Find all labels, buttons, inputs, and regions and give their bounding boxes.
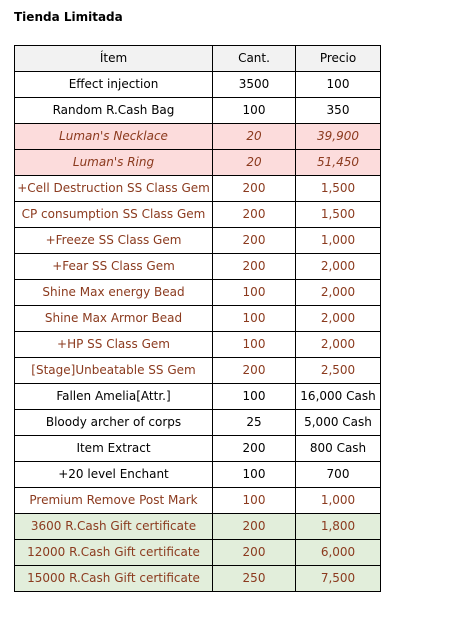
table-header	[15, 46, 381, 72]
item-cell: Item Extract	[15, 436, 213, 462]
table-body	[15, 72, 381, 592]
table-row	[15, 254, 381, 280]
header-quantity: Cant.	[213, 46, 296, 72]
item-cell: Shine Max energy Bead	[15, 280, 213, 306]
quantity-cell: 200	[213, 254, 296, 280]
table-row	[15, 566, 381, 592]
item-cell: [Stage]Unbeatable SS Gem	[15, 358, 213, 384]
table-row	[15, 436, 381, 462]
table-row	[15, 176, 381, 202]
quantity-cell: 100	[213, 280, 296, 306]
table-row	[15, 280, 381, 306]
table-row	[15, 306, 381, 332]
quantity-cell: 100	[213, 488, 296, 514]
quantity-cell: 200	[213, 228, 296, 254]
table-row	[15, 488, 381, 514]
quantity-cell: 200	[213, 358, 296, 384]
item-cell: +HP SS Class Gem	[15, 332, 213, 358]
table-row	[15, 410, 381, 436]
item-cell: +Cell Destruction SS Class Gem	[15, 176, 213, 202]
table-row	[15, 150, 381, 176]
price-cell: 5,000 Cash	[296, 410, 381, 436]
price-cell: 700	[296, 462, 381, 488]
item-cell: Luman's Necklace	[15, 124, 213, 150]
quantity-cell: 200	[213, 540, 296, 566]
price-cell: 1,500	[296, 202, 381, 228]
table-row	[15, 124, 381, 150]
table-row	[15, 540, 381, 566]
item-cell: 3600 R.Cash Gift certificate	[15, 514, 213, 540]
price-cell: 2,000	[296, 280, 381, 306]
quantity-cell: 200	[213, 436, 296, 462]
quantity-cell: 200	[213, 176, 296, 202]
item-cell: +20 level Enchant	[15, 462, 213, 488]
table-row	[15, 72, 381, 98]
quantity-cell: 25	[213, 410, 296, 436]
header-row	[15, 46, 381, 72]
price-cell: 1,500	[296, 176, 381, 202]
quantity-cell: 3500	[213, 72, 296, 98]
quantity-cell: 100	[213, 462, 296, 488]
table-row	[15, 202, 381, 228]
price-cell: 1,000	[296, 488, 381, 514]
price-cell: 2,000	[296, 254, 381, 280]
table-row	[15, 98, 381, 124]
quantity-cell: 100	[213, 384, 296, 410]
price-cell: 2,000	[296, 332, 381, 358]
price-cell: 6,000	[296, 540, 381, 566]
item-cell: Luman's Ring	[15, 150, 213, 176]
table-row	[15, 514, 381, 540]
item-cell: +Freeze SS Class Gem	[15, 228, 213, 254]
item-cell: Fallen Amelia[Attr.]	[15, 384, 213, 410]
item-cell: 15000 R.Cash Gift certificate	[15, 566, 213, 592]
table-row	[15, 384, 381, 410]
price-cell: 2,500	[296, 358, 381, 384]
item-cell: Random R.Cash Bag	[15, 98, 213, 124]
quantity-cell: 200	[213, 202, 296, 228]
quantity-cell: 100	[213, 332, 296, 358]
price-cell: 1,000	[296, 228, 381, 254]
page-title: Tienda Limitada	[14, 10, 123, 24]
item-cell: CP consumption SS Class Gem	[15, 202, 213, 228]
quantity-cell: 100	[213, 98, 296, 124]
price-cell: 2,000	[296, 306, 381, 332]
price-cell: 39,900	[296, 124, 381, 150]
item-cell: Shine Max Armor Bead	[15, 306, 213, 332]
table-row	[15, 462, 381, 488]
table-row	[15, 332, 381, 358]
quantity-cell: 200	[213, 514, 296, 540]
quantity-cell: 250	[213, 566, 296, 592]
header-price: Precio	[296, 46, 381, 72]
header-item: Ítem	[15, 46, 213, 72]
price-cell: 800 Cash	[296, 436, 381, 462]
table-row	[15, 228, 381, 254]
item-cell: 12000 R.Cash Gift certificate	[15, 540, 213, 566]
item-cell: Effect injection	[15, 72, 213, 98]
price-cell: 1,800	[296, 514, 381, 540]
item-cell: Bloody archer of corps	[15, 410, 213, 436]
price-cell: 350	[296, 98, 381, 124]
table-row	[15, 358, 381, 384]
shop-table	[14, 45, 381, 592]
quantity-cell: 100	[213, 306, 296, 332]
price-cell: 7,500	[296, 566, 381, 592]
price-cell: 100	[296, 72, 381, 98]
price-cell: 51,450	[296, 150, 381, 176]
item-cell: Premium Remove Post Mark	[15, 488, 213, 514]
price-cell: 16,000 Cash	[296, 384, 381, 410]
item-cell: +Fear SS Class Gem	[15, 254, 213, 280]
quantity-cell: 20	[213, 124, 296, 150]
quantity-cell: 20	[213, 150, 296, 176]
